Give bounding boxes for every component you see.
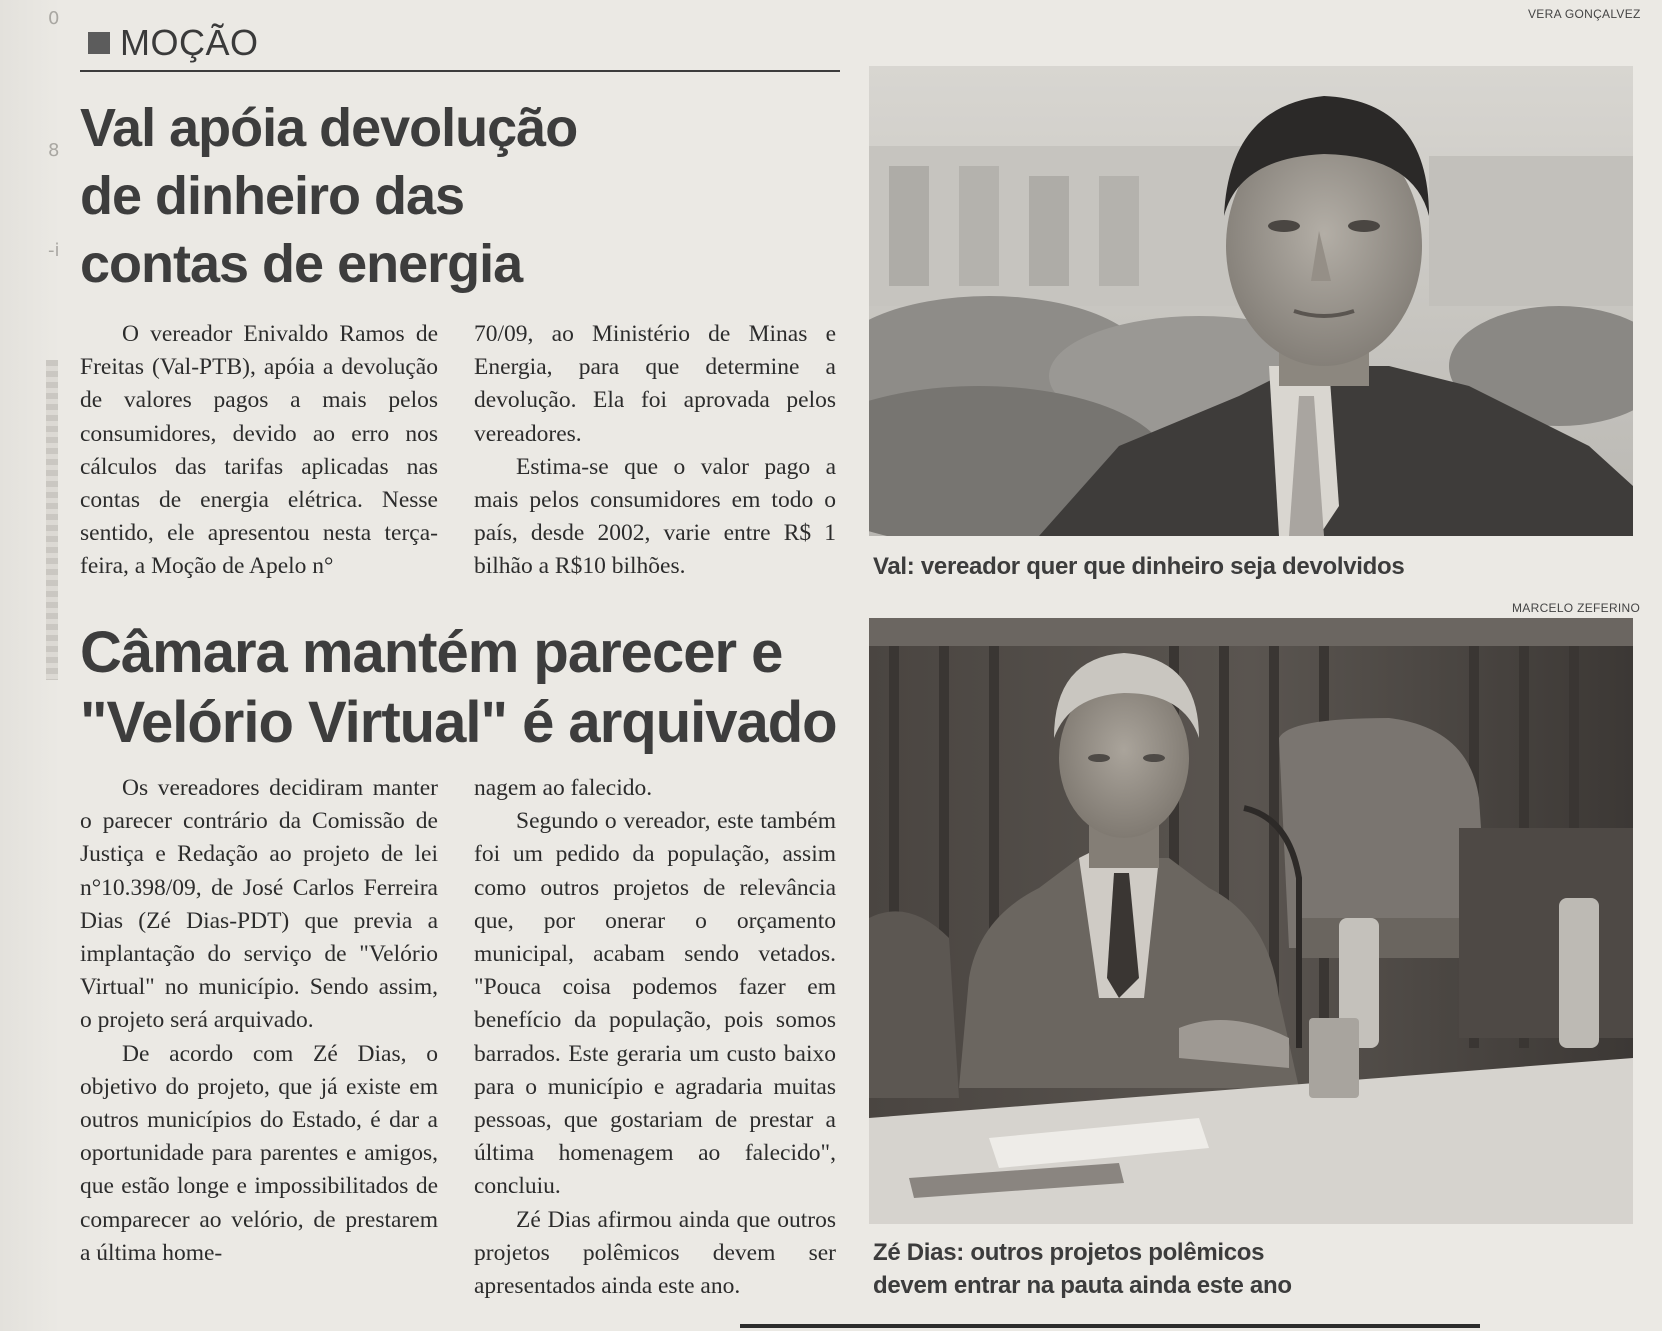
caption-line: Val: vereador quer que dinheiro seja devolvidos	[873, 553, 1405, 580]
photo-val-image	[869, 66, 1633, 536]
section-label-text: MOÇÃO	[120, 22, 259, 63]
photo2-credit: MARCELO ZEFERINO	[1512, 601, 1641, 615]
article2-column-2	[474, 772, 836, 1303]
article2-paragraph: De acordo com Zé Dias, o objetivo do projeto, que já existe em outros municípios do Estado, é dar a oportunidade para parentes e amigos, que estão longe e impossibilitados de comparecer ao velório, de prestarem a última home-	[80, 1040, 438, 1266]
article2-paragraph: Zé Dias afirmou ainda que outros projetos polêmicos devem ser apresentados ainda este ano.	[474, 1206, 836, 1300]
article1-column-2	[474, 318, 836, 584]
section-square-icon	[88, 32, 110, 54]
headline-line: de dinheiro das	[80, 166, 465, 226]
photo-val-portrait	[869, 66, 1633, 536]
article2-paragraph: Os vereadores decidiram manter o parecer contrário da Comissão de Justiça e Redação ao projeto de lei n°10.398/09, de José Carlos Ferreira Dias (Zé Dias-PDT) que previa a implantação do serviço de "Velório Virtual" no município. Sendo assim, o projeto será arquivado.	[80, 775, 438, 1034]
article1-paragraph: O vereador Enivaldo Ramos de Freitas (Val-PTB), apóia a devolução de valores pagos a mais pelos consumidores, devido ao erro nos cálculos das tarifas aplicadas nas contas de energia elétrica. Nesse sentido, ele apresentou nesta terça-feira, a Moção de Apelo n°	[80, 321, 438, 580]
article1-paragraph: 70/09, ao Ministério de Minas e Energia, para que determine a devolução. Ela foi aprovada pelos vereadores.	[474, 321, 836, 447]
scan-edge-strip	[46, 360, 58, 680]
caption-line: Zé Dias: outros projetos polêmicos	[873, 1239, 1265, 1266]
bottom-rule	[740, 1324, 1480, 1328]
article2-paragraph: nagem ao falecido.	[474, 775, 653, 801]
margin-mark: -i	[48, 240, 60, 261]
photo-ze-dias-image	[869, 618, 1633, 1224]
article2-paragraph: Segundo o vereador, este também foi um pedido da população, assim como outros projetos de relevância que, por onerar o orçamento municipal, acabam sendo vetados. "Pouca coisa podemos fazer em benefício da população, pois somos barrados. Este geraria um custo baixo para o município e agradaria muitas pessoas, que gostariam de prestar a última homenagem ao falecido", concluiu.	[474, 808, 836, 1200]
photo-ze-dias	[869, 618, 1633, 1224]
headline-line: Câmara mantém parecer e	[80, 620, 783, 685]
headline-line: contas de energia	[80, 234, 523, 294]
article1-column-1	[80, 318, 438, 584]
section-label	[88, 22, 259, 64]
photo1-credit: VERA GONÇALVEZ	[1528, 7, 1641, 21]
article1-paragraph: Estima-se que o valor pago a mais pelos consumidores em todo o país, desde 2002, varie entre R$ 1 bilhão a R$10 bilhões.	[474, 453, 836, 580]
headline-line: Val apóia devolução	[80, 98, 578, 158]
article1-headline	[80, 94, 577, 298]
margin-mark: 8	[48, 140, 60, 161]
section-rule	[80, 70, 840, 72]
photo1-caption	[873, 550, 1404, 583]
photo2-caption	[873, 1236, 1292, 1302]
margin-mark: 0	[48, 8, 60, 29]
article2-column-1	[80, 772, 438, 1270]
headline-line: "Velório Virtual" é arquivado	[80, 690, 837, 755]
caption-line: devem entrar na pauta ainda este ano	[873, 1272, 1292, 1299]
article2-headline	[80, 618, 837, 758]
